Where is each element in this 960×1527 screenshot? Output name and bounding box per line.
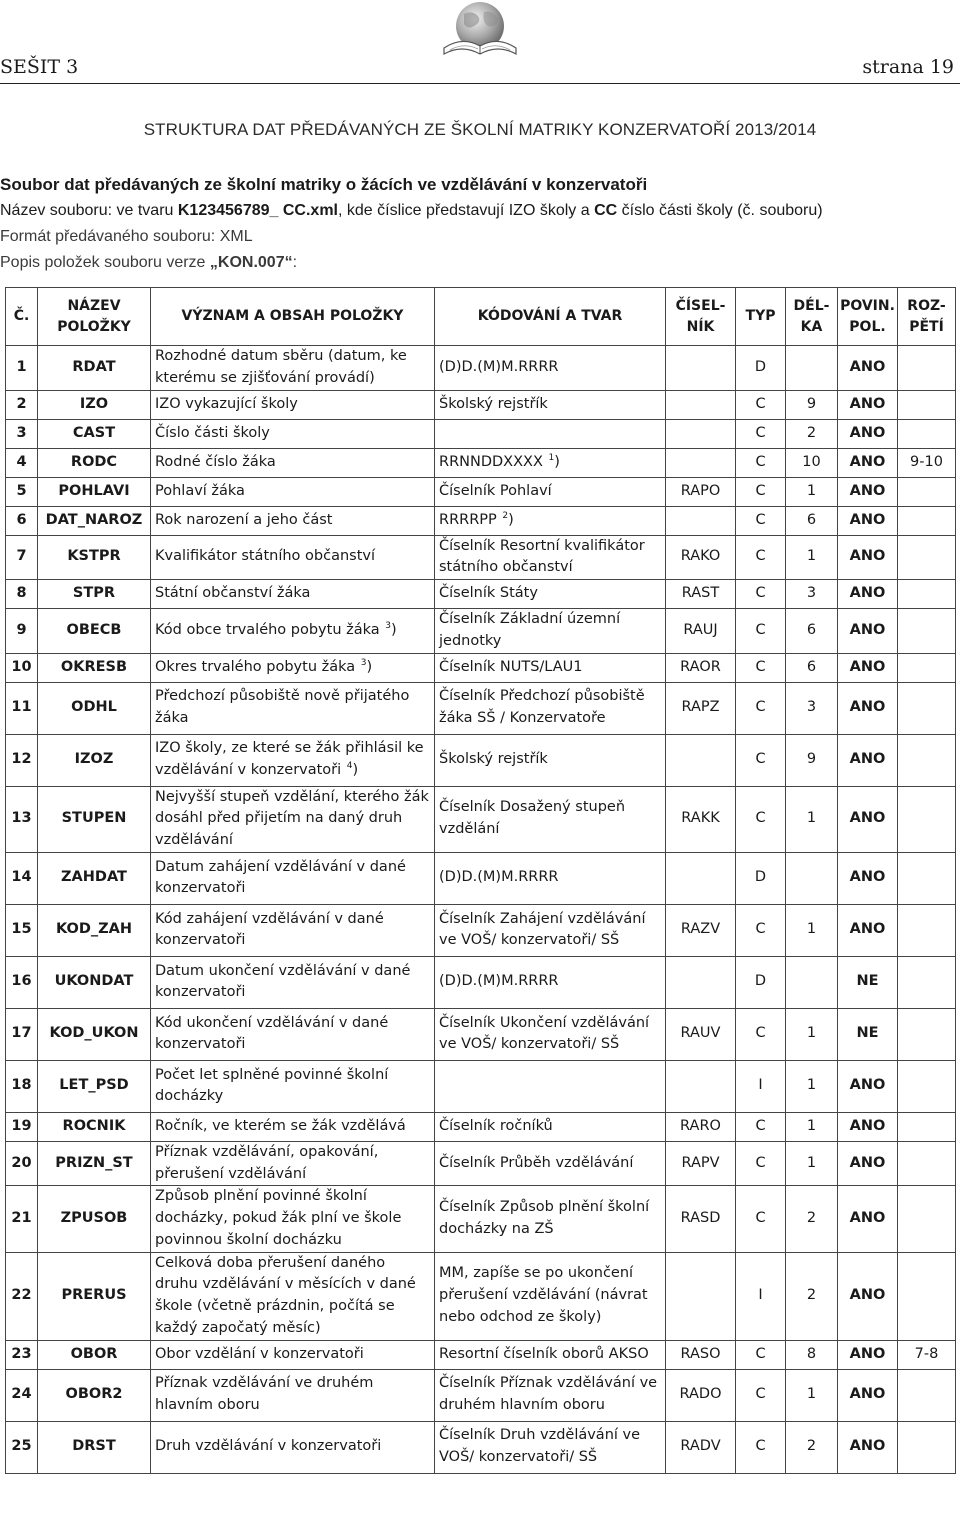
cell-cislo: 9 bbox=[6, 609, 38, 654]
cell-kodovani: Číselník Základní územní jednotky bbox=[435, 609, 666, 654]
cell-vyznam: Kvalifikátor státního občanství bbox=[151, 535, 435, 580]
cell-nazev: OBOR2 bbox=[38, 1369, 151, 1421]
intro-filename: Název souboru: ve tvaru K123456789_ CC.xml, kde číslice představují IZO školy a CC číslo části školy (č. souboru) bbox=[0, 202, 823, 219]
cell-typ: C bbox=[736, 477, 786, 506]
cell-delka: 6 bbox=[786, 506, 838, 535]
cell-nazev: CAST bbox=[38, 419, 151, 448]
footnote-ref: 1 bbox=[548, 452, 555, 463]
cell-delka: 1 bbox=[786, 535, 838, 580]
cell-typ: C bbox=[736, 682, 786, 734]
cell-ciselnik bbox=[666, 419, 736, 448]
table-row bbox=[6, 477, 956, 506]
cell-delka: 3 bbox=[786, 682, 838, 734]
cell-vyznam: Státní občanství žáka bbox=[151, 580, 435, 609]
cell-delka bbox=[786, 956, 838, 1008]
table-row bbox=[6, 535, 956, 580]
cell-typ: C bbox=[736, 419, 786, 448]
footnote-ref: 3 bbox=[360, 657, 367, 668]
col-header-delka: DÉL- KA bbox=[786, 288, 838, 346]
cell-delka: 6 bbox=[786, 653, 838, 682]
table-body bbox=[6, 346, 956, 1474]
cell-ciselnik: RASO bbox=[666, 1340, 736, 1369]
running-header bbox=[0, 56, 960, 80]
cell-typ: C bbox=[736, 734, 786, 786]
table-row bbox=[6, 506, 956, 535]
cell-povin: ANO bbox=[838, 535, 898, 580]
cell-vyznam: Počet let splněné povinné školní docházky bbox=[151, 1060, 435, 1112]
cell-nazev: STPR bbox=[38, 580, 151, 609]
intro-block bbox=[0, 172, 960, 276]
cell-cislo: 24 bbox=[6, 1369, 38, 1421]
col-header-rozpeti: ROZ- PĚTÍ bbox=[898, 288, 956, 346]
cell-delka: 3 bbox=[786, 580, 838, 609]
cell-vyznam: Rodné číslo žáka bbox=[151, 448, 435, 477]
cell-delka: 1 bbox=[786, 1060, 838, 1112]
cell-nazev: ZPUSOB bbox=[38, 1186, 151, 1252]
table-row bbox=[6, 1112, 956, 1141]
table-row bbox=[6, 1060, 956, 1112]
cell-rozpeti bbox=[898, 1252, 956, 1340]
table-row bbox=[6, 419, 956, 448]
cell-typ: C bbox=[736, 1141, 786, 1186]
cell-rozpeti bbox=[898, 1186, 956, 1252]
cell-povin: ANO bbox=[838, 609, 898, 654]
col-header-typ: TYP bbox=[736, 288, 786, 346]
cell-rozpeti bbox=[898, 1060, 956, 1112]
cell-ciselnik: RAPV bbox=[666, 1141, 736, 1186]
cell-kodovani: Číselník Příznak vzdělávání ve druhém hlavním oboru bbox=[435, 1369, 666, 1421]
intro-format: Formát předávaného souboru: XML bbox=[0, 228, 253, 245]
cell-rozpeti bbox=[898, 1112, 956, 1141]
cell-cislo: 15 bbox=[6, 904, 38, 956]
cell-nazev: KOD_UKON bbox=[38, 1008, 151, 1060]
cell-povin: ANO bbox=[838, 477, 898, 506]
footnote-ref: 3 bbox=[385, 620, 391, 631]
cell-nazev: UKONDAT bbox=[38, 956, 151, 1008]
cell-cislo: 4 bbox=[6, 448, 38, 477]
cell-delka: 2 bbox=[786, 1252, 838, 1340]
cell-ciselnik: RAPZ bbox=[666, 682, 736, 734]
cell-cislo: 14 bbox=[6, 852, 38, 904]
cell-kodovani: Číselník Průběh vzdělávání bbox=[435, 1141, 666, 1186]
cell-vyznam: Rozhodné datum sběru (datum, ke kterému se zjišťování provádí) bbox=[151, 346, 435, 391]
table-row bbox=[6, 904, 956, 956]
cell-rozpeti bbox=[898, 390, 956, 419]
cell-ciselnik: RAZV bbox=[666, 904, 736, 956]
cell-kodovani: Školský rejstřík bbox=[435, 734, 666, 786]
cell-kodovani: Číselník Druh vzdělávání ve VOŠ/ konzervatoři/ SŠ bbox=[435, 1421, 666, 1473]
table-row bbox=[6, 1340, 956, 1369]
cell-ciselnik: RAPO bbox=[666, 477, 736, 506]
cell-rozpeti bbox=[898, 1141, 956, 1186]
cell-typ: C bbox=[736, 653, 786, 682]
table-row bbox=[6, 786, 956, 852]
cell-rozpeti bbox=[898, 346, 956, 391]
cell-rozpeti bbox=[898, 786, 956, 852]
cell-cislo: 21 bbox=[6, 1186, 38, 1252]
footnote-ref: 2 bbox=[502, 510, 509, 521]
cell-vyznam: Příznak vzdělávání, opakování, přerušení vzdělávání bbox=[151, 1141, 435, 1186]
cell-kodovani: Číselník Dosažený stupeň vzdělání bbox=[435, 786, 666, 852]
table-row bbox=[6, 346, 956, 391]
cell-nazev: ODHL bbox=[38, 682, 151, 734]
cell-kodovani: Číselník Resortní kvalifikátor státního občanství bbox=[435, 535, 666, 580]
cell-vyznam: Nejvyšší stupeň vzdělání, kterého žák dosáhl před přijetím na daný druh vzdělávání bbox=[151, 786, 435, 852]
cell-povin: ANO bbox=[838, 419, 898, 448]
cell-kodovani: Číselník Pohlaví bbox=[435, 477, 666, 506]
intro-version: Popis položek souboru verze „KON.007“: bbox=[0, 254, 298, 271]
cell-vyznam: Obor vzdělání v konzervatoři bbox=[151, 1340, 435, 1369]
cell-vyznam: Pohlaví žáka bbox=[151, 477, 435, 506]
cell-delka: 10 bbox=[786, 448, 838, 477]
cell-kodovani: RRRRPP $^2$) bbox=[435, 506, 666, 535]
cell-nazev: DRST bbox=[38, 1421, 151, 1473]
cell-typ: C bbox=[736, 506, 786, 535]
cell-delka: 9 bbox=[786, 734, 838, 786]
cell-povin: ANO bbox=[838, 734, 898, 786]
cell-ciselnik: RADV bbox=[666, 1421, 736, 1473]
cell-rozpeti bbox=[898, 956, 956, 1008]
cell-nazev: OKRESB bbox=[38, 653, 151, 682]
cell-nazev: KSTPR bbox=[38, 535, 151, 580]
cell-typ: D bbox=[736, 956, 786, 1008]
cell-typ: C bbox=[736, 1421, 786, 1473]
cell-kodovani: Číselník Způsob plnění školní docházky na ZŠ bbox=[435, 1186, 666, 1252]
cell-ciselnik: RASD bbox=[666, 1186, 736, 1252]
table-row bbox=[6, 1141, 956, 1186]
cell-typ: C bbox=[736, 1340, 786, 1369]
table-row bbox=[6, 852, 956, 904]
table-row bbox=[6, 734, 956, 786]
header-left: SEŠIT 3 bbox=[0, 56, 79, 78]
cell-povin: NE bbox=[838, 1008, 898, 1060]
cell-vyznam: Kód ukončení vzdělávání v dané konzervatoři bbox=[151, 1008, 435, 1060]
cell-rozpeti bbox=[898, 682, 956, 734]
table-row bbox=[6, 1421, 956, 1473]
cell-typ: C bbox=[736, 448, 786, 477]
cell-povin: ANO bbox=[838, 1252, 898, 1340]
cell-cislo: 17 bbox=[6, 1008, 38, 1060]
cell-povin: ANO bbox=[838, 580, 898, 609]
cell-rozpeti: 9-10 bbox=[898, 448, 956, 477]
cell-cislo: 18 bbox=[6, 1060, 38, 1112]
cell-ciselnik: RAKO bbox=[666, 535, 736, 580]
cell-nazev: ROCNIK bbox=[38, 1112, 151, 1141]
cell-vyznam: Příznak vzdělávání ve druhém hlavním oboru bbox=[151, 1369, 435, 1421]
cell-typ: C bbox=[736, 786, 786, 852]
cell-typ: C bbox=[736, 390, 786, 419]
cell-typ: C bbox=[736, 1008, 786, 1060]
cell-delka: 2 bbox=[786, 1186, 838, 1252]
table-header-row bbox=[6, 288, 956, 346]
cell-rozpeti bbox=[898, 852, 956, 904]
cell-nazev: OBOR bbox=[38, 1340, 151, 1369]
cell-ciselnik bbox=[666, 1060, 736, 1112]
cell-ciselnik bbox=[666, 734, 736, 786]
col-header-nazev: NÁZEV POLOŽKY bbox=[38, 288, 151, 346]
cell-cislo: 1 bbox=[6, 346, 38, 391]
cell-nazev: POHLAVI bbox=[38, 477, 151, 506]
cell-rozpeti bbox=[898, 477, 956, 506]
cell-delka bbox=[786, 346, 838, 391]
cell-typ: I bbox=[736, 1252, 786, 1340]
items-table bbox=[5, 287, 956, 1474]
cell-delka bbox=[786, 852, 838, 904]
table-row bbox=[6, 653, 956, 682]
cell-cislo: 12 bbox=[6, 734, 38, 786]
cell-povin: ANO bbox=[838, 346, 898, 391]
cell-povin: ANO bbox=[838, 786, 898, 852]
cell-typ: C bbox=[736, 535, 786, 580]
col-header-ciselnik: ČÍSEL- NÍK bbox=[666, 288, 736, 346]
cell-cislo: 10 bbox=[6, 653, 38, 682]
cell-vyznam: Kód obce trvalého pobytu žáka $^3$) bbox=[151, 609, 435, 654]
cell-typ: I bbox=[736, 1060, 786, 1112]
cell-cislo: 8 bbox=[6, 580, 38, 609]
cell-ciselnik bbox=[666, 346, 736, 391]
cell-kodovani: RRNNDDXXXX $^1$) bbox=[435, 448, 666, 477]
cell-vyznam: Celková doba přerušení daného druhu vzdělávání v měsících v dané škole (včetně prázdnin, počítá se každý započatý měsíc) bbox=[151, 1252, 435, 1340]
cell-delka: 2 bbox=[786, 419, 838, 448]
cell-kodovani: Školský rejstřík bbox=[435, 390, 666, 419]
cell-povin: ANO bbox=[838, 904, 898, 956]
cell-cislo: 7 bbox=[6, 535, 38, 580]
cell-kodovani: Číselník Státy bbox=[435, 580, 666, 609]
cell-delka: 1 bbox=[786, 1112, 838, 1141]
cell-cislo: 6 bbox=[6, 506, 38, 535]
cell-ciselnik: RAST bbox=[666, 580, 736, 609]
cell-kodovani: Číselník ročníků bbox=[435, 1112, 666, 1141]
cell-delka: 1 bbox=[786, 1369, 838, 1421]
cell-vyznam: Druh vzdělávání v konzervatoři bbox=[151, 1421, 435, 1473]
cell-ciselnik: RADO bbox=[666, 1369, 736, 1421]
cell-rozpeti bbox=[898, 580, 956, 609]
cell-cislo: 20 bbox=[6, 1141, 38, 1186]
cell-vyznam: IZO vykazující školy bbox=[151, 390, 435, 419]
cell-povin: ANO bbox=[838, 1141, 898, 1186]
cell-povin: ANO bbox=[838, 448, 898, 477]
table-row bbox=[6, 390, 956, 419]
cell-rozpeti bbox=[898, 1008, 956, 1060]
header-right: strana 19 bbox=[862, 56, 954, 78]
cell-typ: C bbox=[736, 580, 786, 609]
cell-delka: 8 bbox=[786, 1340, 838, 1369]
cell-cislo: 23 bbox=[6, 1340, 38, 1369]
cell-kodovani: Číselník Ukončení vzdělávání ve VOŠ/ konzervatoři/ SŠ bbox=[435, 1008, 666, 1060]
cell-nazev: OBECB bbox=[38, 609, 151, 654]
cell-cislo: 5 bbox=[6, 477, 38, 506]
cell-nazev: STUPEN bbox=[38, 786, 151, 852]
table-row bbox=[6, 956, 956, 1008]
cell-ciselnik: RAUV bbox=[666, 1008, 736, 1060]
cell-rozpeti bbox=[898, 419, 956, 448]
cell-povin: ANO bbox=[838, 1186, 898, 1252]
table-row bbox=[6, 580, 956, 609]
cell-kodovani: Číselník Zahájení vzdělávání ve VOŠ/ konzervatoři/ SŠ bbox=[435, 904, 666, 956]
cell-rozpeti bbox=[898, 734, 956, 786]
cell-delka: 2 bbox=[786, 1421, 838, 1473]
cell-cislo: 19 bbox=[6, 1112, 38, 1141]
cell-rozpeti bbox=[898, 1421, 956, 1473]
cell-kodovani bbox=[435, 419, 666, 448]
cell-nazev: RDAT bbox=[38, 346, 151, 391]
cell-typ: C bbox=[736, 1186, 786, 1252]
intro-title: Soubor dat předávaných ze školní matriky o žácích ve vzdělávání v konzervatoři bbox=[0, 175, 648, 194]
cell-rozpeti bbox=[898, 653, 956, 682]
footnote-ref: 4 bbox=[346, 761, 353, 771]
cell-delka: 9 bbox=[786, 390, 838, 419]
cell-ciselnik bbox=[666, 956, 736, 1008]
cell-kodovani: (D)D.(M)M.RRRR bbox=[435, 956, 666, 1008]
cell-typ: C bbox=[736, 609, 786, 654]
cell-ciselnik bbox=[666, 852, 736, 904]
cell-typ: D bbox=[736, 346, 786, 391]
cell-cislo: 11 bbox=[6, 682, 38, 734]
cell-povin: ANO bbox=[838, 682, 898, 734]
table-row bbox=[6, 1252, 956, 1340]
cell-rozpeti: 7-8 bbox=[898, 1340, 956, 1369]
cell-rozpeti bbox=[898, 609, 956, 654]
cell-ciselnik: RAOR bbox=[666, 653, 736, 682]
section-title: STRUKTURA DAT PŘEDÁVANÝCH ZE ŠKOLNÍ MATRIKY KONZERVATOŘÍ 2013/2014 bbox=[143, 120, 817, 139]
cell-typ: C bbox=[736, 904, 786, 956]
cell-vyznam: Datum ukončení vzdělávání v dané konzervatoři bbox=[151, 956, 435, 1008]
cell-povin: ANO bbox=[838, 852, 898, 904]
table-row bbox=[6, 609, 956, 654]
table-row bbox=[6, 1369, 956, 1421]
cell-delka: 1 bbox=[786, 786, 838, 852]
cell-vyznam: IZO školy, ze které se žák přihlásil ke vzdělávání v konzervatoři $^4$) bbox=[151, 734, 435, 786]
cell-ciselnik bbox=[666, 506, 736, 535]
cell-kodovani: Číselník Předchozí působiště žáka SŠ / Konzervatoře bbox=[435, 682, 666, 734]
cell-nazev: RODC bbox=[38, 448, 151, 477]
cell-rozpeti bbox=[898, 506, 956, 535]
cell-kodovani bbox=[435, 1060, 666, 1112]
table-row bbox=[6, 1186, 956, 1252]
cell-vyznam: Datum zahájení vzdělávání v dané konzervatoři bbox=[151, 852, 435, 904]
header-rule bbox=[0, 83, 960, 84]
cell-vyznam: Okres trvalého pobytu žáka $^3$) bbox=[151, 653, 435, 682]
cell-rozpeti bbox=[898, 904, 956, 956]
cell-typ: C bbox=[736, 1112, 786, 1141]
cell-nazev: IZO bbox=[38, 390, 151, 419]
col-header-kodovani: KÓDOVÁNÍ A TVAR bbox=[435, 288, 666, 346]
cell-rozpeti bbox=[898, 1369, 956, 1421]
cell-povin: ANO bbox=[838, 390, 898, 419]
cell-nazev: LET_PSD bbox=[38, 1060, 151, 1112]
col-header-cislo: Č. bbox=[6, 288, 38, 346]
cell-povin: ANO bbox=[838, 1369, 898, 1421]
cell-nazev: PRIZN_ST bbox=[38, 1141, 151, 1186]
cell-nazev: KOD_ZAH bbox=[38, 904, 151, 956]
cell-typ: C bbox=[736, 1369, 786, 1421]
cell-cislo: 3 bbox=[6, 419, 38, 448]
table-row bbox=[6, 1008, 956, 1060]
cell-delka: 1 bbox=[786, 477, 838, 506]
cell-povin: ANO bbox=[838, 1112, 898, 1141]
cell-rozpeti bbox=[898, 535, 956, 580]
cell-vyznam: Rok narození a jeho část bbox=[151, 506, 435, 535]
cell-cislo: 22 bbox=[6, 1252, 38, 1340]
cell-ciselnik: RARO bbox=[666, 1112, 736, 1141]
cell-cislo: 13 bbox=[6, 786, 38, 852]
cell-delka: 1 bbox=[786, 904, 838, 956]
cell-povin: ANO bbox=[838, 506, 898, 535]
cell-kodovani: Resortní číselník oborů AKSO bbox=[435, 1340, 666, 1369]
table-row bbox=[6, 682, 956, 734]
cell-nazev: ZAHDAT bbox=[38, 852, 151, 904]
cell-cislo: 2 bbox=[6, 390, 38, 419]
cell-nazev: DAT_NAROZ bbox=[38, 506, 151, 535]
cell-povin: ANO bbox=[838, 1060, 898, 1112]
cell-povin: ANO bbox=[838, 1421, 898, 1473]
cell-ciselnik: RAUJ bbox=[666, 609, 736, 654]
cell-cislo: 16 bbox=[6, 956, 38, 1008]
cell-povin: NE bbox=[838, 956, 898, 1008]
cell-delka: 1 bbox=[786, 1008, 838, 1060]
globe-book-logo bbox=[430, 0, 530, 62]
cell-vyznam: Kód zahájení vzdělávání v dané konzervatoři bbox=[151, 904, 435, 956]
cell-kodovani: (D)D.(M)M.RRRR bbox=[435, 346, 666, 391]
cell-delka: 1 bbox=[786, 1141, 838, 1186]
table-row bbox=[6, 448, 956, 477]
cell-ciselnik bbox=[666, 448, 736, 477]
cell-cislo: 25 bbox=[6, 1421, 38, 1473]
cell-delka: 6 bbox=[786, 609, 838, 654]
cell-kodovani: (D)D.(M)M.RRRR bbox=[435, 852, 666, 904]
cell-vyznam: Způsob plnění povinné školní docházky, pokud žák plní ve škole povinnou školní docházku bbox=[151, 1186, 435, 1252]
cell-vyznam: Předchozí působiště nově přijatého žáka bbox=[151, 682, 435, 734]
cell-ciselnik bbox=[666, 1252, 736, 1340]
cell-ciselnik: RAKK bbox=[666, 786, 736, 852]
col-header-povin: POVIN. POL. bbox=[838, 288, 898, 346]
cell-povin: ANO bbox=[838, 1340, 898, 1369]
cell-povin: ANO bbox=[838, 653, 898, 682]
cell-ciselnik bbox=[666, 390, 736, 419]
cell-nazev: PRERUS bbox=[38, 1252, 151, 1340]
cell-typ: D bbox=[736, 852, 786, 904]
col-header-vyznam: VÝZNAM A OBSAH POLOŽKY bbox=[151, 288, 435, 346]
cell-kodovani: MM, zapíše se po ukončení přerušení vzdělávání (návrat nebo odchod ze školy) bbox=[435, 1252, 666, 1340]
cell-kodovani: Číselník NUTS/LAU1 bbox=[435, 653, 666, 682]
cell-vyznam: Ročník, ve kterém se žák vzdělává bbox=[151, 1112, 435, 1141]
cell-nazev: IZOZ bbox=[38, 734, 151, 786]
cell-vyznam: Číslo části školy bbox=[151, 419, 435, 448]
